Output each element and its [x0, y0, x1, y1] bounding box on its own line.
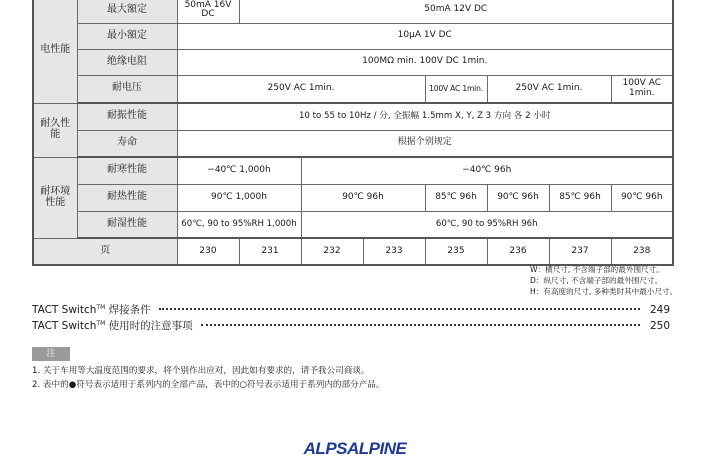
insulation-value: 100MΩ min. 100V DC 1min. [177, 49, 673, 75]
row-life [33, 130, 673, 157]
voltage-c8: 100V AC 1min. [611, 75, 673, 103]
label-cold: 耐寒性能 [77, 157, 177, 184]
heat-c8: 90℃ 96h [611, 184, 673, 211]
legend-note: D：纵尺寸, 不含端子部的最外围尺寸。 [530, 276, 663, 285]
note-item: 1. 关于车用等大温度范围的要求，将个别作出应对，因此如有要求的，请予我公司商谈。 [32, 366, 370, 376]
toc-page: 250 [649, 320, 670, 332]
heat-c5: 85℃ 96h [425, 184, 487, 211]
humidity-rest: 60℃, 90 to 95%RH 96h [301, 211, 673, 238]
label-heat: 耐热性能 [77, 184, 177, 211]
label-voltage: 耐电压 [77, 75, 177, 103]
row-heat [33, 184, 673, 211]
min-rating-value: 10μA 1V DC [177, 23, 673, 49]
label-life: 寿命 [77, 130, 177, 157]
page-cell[interactable]: 237 [549, 238, 611, 265]
label-page: 页 [33, 238, 177, 265]
toc-page: 249 [649, 304, 670, 316]
row-voltage [33, 75, 673, 103]
page-cell[interactable]: 230 [177, 238, 239, 265]
dimension-legend [530, 264, 677, 297]
legend-note: H：有高度的尺寸, 多种类时其中最小尺寸。 [530, 287, 678, 296]
logo-text: ALPSALPINE [303, 439, 407, 458]
humidity-c12: 60℃, 90 to 95%RH 1,000h [177, 211, 301, 238]
toc-link-soldering[interactable] [32, 302, 670, 317]
page-cell[interactable]: 233 [363, 238, 425, 265]
row-cold [33, 157, 673, 184]
alpsalpine-logo [292, 438, 418, 458]
vibration-value: 10 to 55 to 10Hz / 分, 全振幅 1.5mm X, Y, Z 3 方向 各 2 小时 [177, 103, 673, 130]
spec-table [32, 0, 674, 266]
note-item: 2. 表中的●符号表示适用于系列内的全部产品，表中的○符号表示适用于系列内的部分产品。 [32, 380, 385, 390]
max-rating-col1-line2: DC [201, 9, 215, 20]
legend-note: W：横尺寸, 不含端子部的最外围尺寸。 [530, 265, 664, 274]
label-max-rating: 最大額定 [77, 0, 177, 23]
group-environment: 耐环境性能 [33, 157, 77, 238]
heat-c34: 90℃ 96h [301, 184, 425, 211]
label-humidity: 耐湿性能 [77, 211, 177, 238]
cold-rest: −40℃ 96h [301, 157, 673, 184]
page-cell[interactable]: 238 [611, 238, 673, 265]
group-durability: 耐久性能 [33, 103, 77, 157]
max-rating-col1 [177, 0, 239, 23]
label-min-rating: 最小額定 [77, 23, 177, 49]
notes-tag: 注 [32, 347, 70, 361]
row-humidity [33, 211, 673, 238]
leader-dots [159, 302, 640, 310]
heat-c7: 85℃ 96h [549, 184, 611, 211]
row-min-rating [33, 23, 673, 49]
row-vibration [33, 103, 673, 130]
voltage-c6-7: 250V AC 1min. [487, 75, 611, 103]
leader-dots [201, 318, 640, 326]
cold-c12: −40℃ 1,000h [177, 157, 301, 184]
voltage-c5: 100V AC 1min. [425, 75, 487, 103]
heat-c6: 90℃ 96h [487, 184, 549, 211]
label-vibration: 耐振性能 [77, 103, 177, 130]
heat-c12: 90℃ 1,000h [177, 184, 301, 211]
voltage-c1-4: 250V AC 1min. [177, 75, 425, 103]
toc-link-precautions[interactable] [32, 318, 670, 333]
max-rating-col1-line1: 50mA 16V [184, 0, 232, 10]
page-cell[interactable]: 231 [239, 238, 301, 265]
group-electrical: 电性能 [33, 0, 77, 103]
max-rating-rest: 50mA 12V DC [239, 0, 673, 23]
row-max-rating [33, 0, 673, 23]
row-page [33, 238, 673, 265]
page-cell[interactable]: 236 [487, 238, 549, 265]
row-insulation [33, 49, 673, 75]
label-insulation: 绝缘电阻 [77, 49, 177, 75]
toc-title: TACT Switch™ 使用时的注意事项 [32, 320, 193, 332]
toc-title: TACT Switch™ 焊接条件 [32, 304, 151, 316]
life-value: 根据个别规定 [177, 130, 673, 157]
page-cell[interactable]: 232 [301, 238, 363, 265]
page-cell[interactable]: 235 [425, 238, 487, 265]
